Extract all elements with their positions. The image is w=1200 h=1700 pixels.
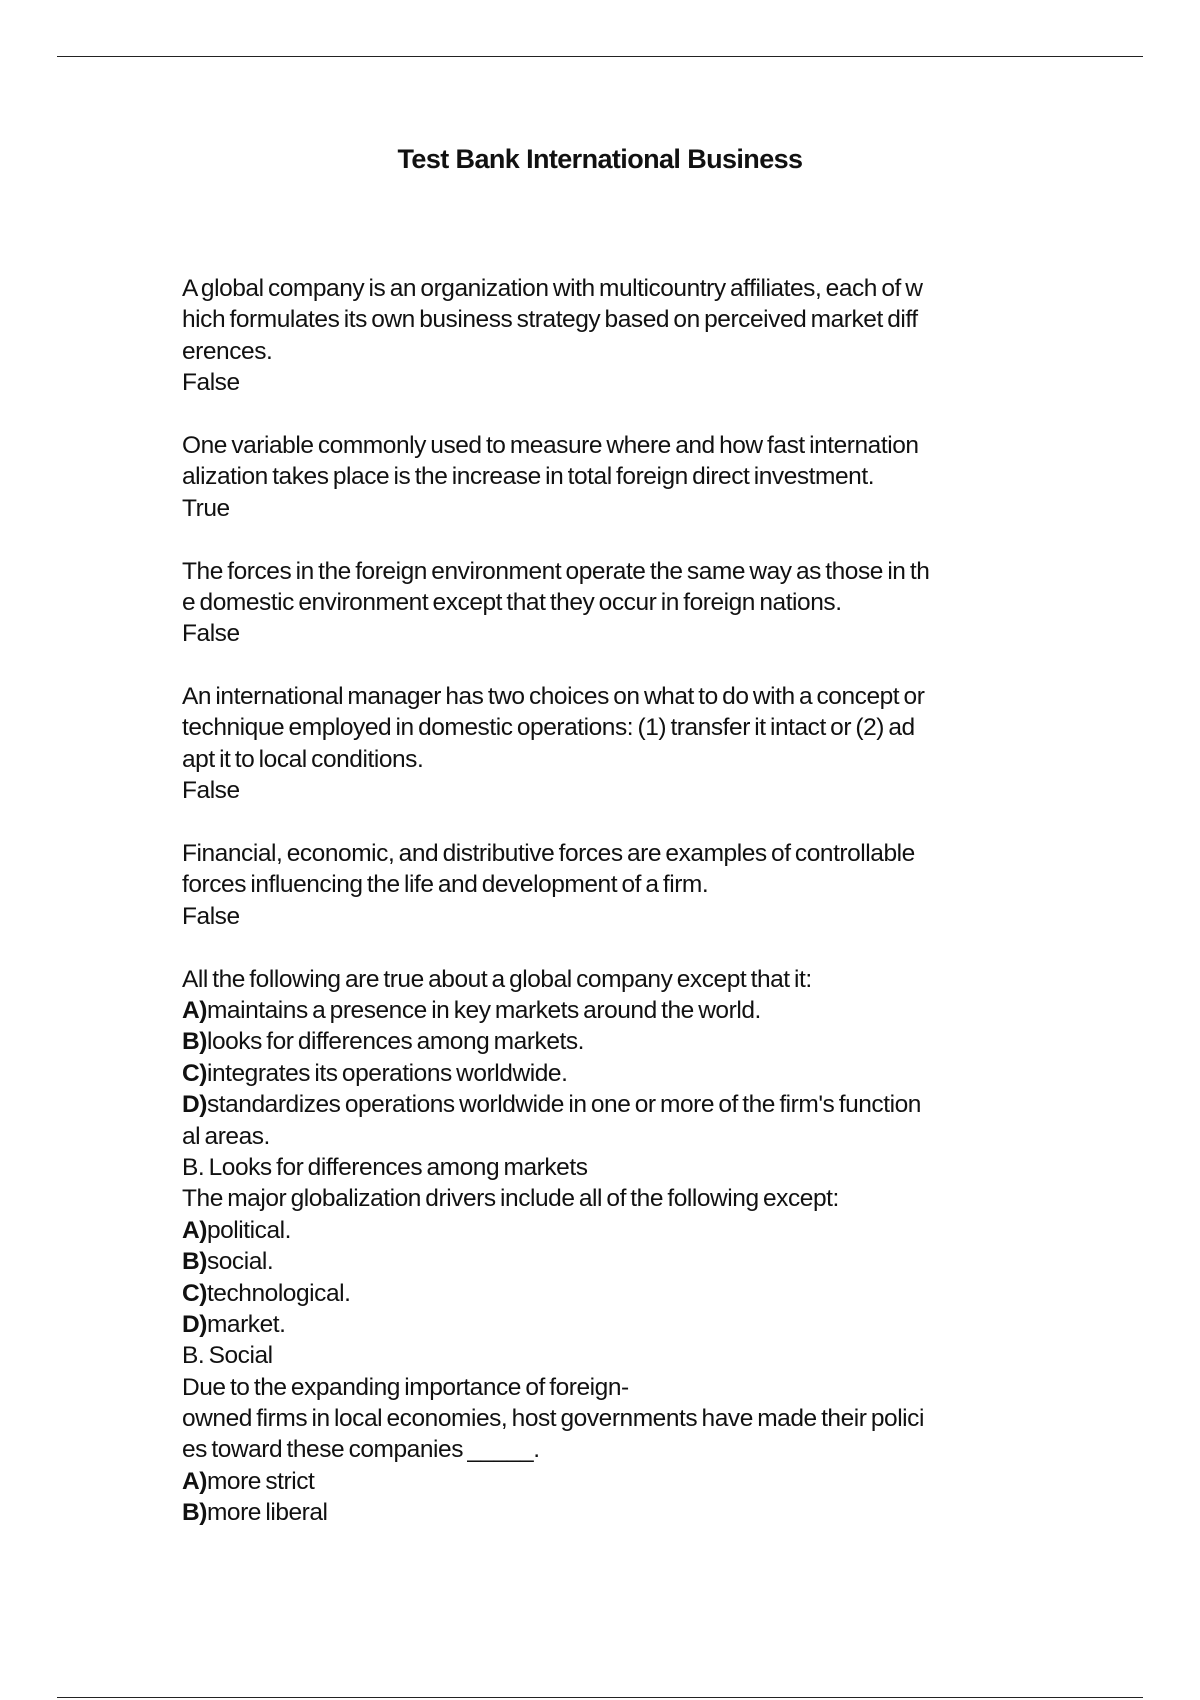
answer-text: True xyxy=(182,494,230,522)
question-text-line: The forces in the foreign environment operate the same way as those in th xyxy=(182,557,930,585)
question-text-line: All the following are true about a global company except that it: xyxy=(182,965,812,993)
true-false-question xyxy=(182,838,1022,932)
option-text: looks for differences among markets. xyxy=(206,1028,585,1056)
option-text: more strict xyxy=(206,1467,315,1495)
option-letter: C) xyxy=(182,1059,207,1087)
multiple-choice-question xyxy=(182,964,1022,1184)
true-false-question xyxy=(182,681,1022,807)
bottom-rule xyxy=(57,1697,1143,1698)
option-text: market. xyxy=(206,1310,286,1338)
option-letter: D) xyxy=(182,1091,207,1119)
multiple-choice-question xyxy=(182,1183,1022,1371)
spacer xyxy=(182,399,1022,430)
option-line xyxy=(182,1278,1022,1309)
question-text-line: One variable commonly used to measure where and how fast internation xyxy=(182,431,919,459)
question-text-line: technique employed in domestic operations: (1) transfer it intact or (2) ad xyxy=(182,714,915,742)
question-text-line: e domestic environment except that they occur in foreign nations. xyxy=(182,588,842,616)
top-rule xyxy=(57,56,1143,57)
question-text-line: owned firms in local economies, host governments have made their polici xyxy=(182,1405,924,1433)
question-text-line: A global company is an organization with multicountry affiliates, each of w xyxy=(182,275,923,302)
option-text: al areas. xyxy=(182,1122,270,1150)
option-line xyxy=(182,1121,1022,1152)
spacer xyxy=(182,932,1022,963)
answer-text: False xyxy=(182,777,240,805)
question-list xyxy=(182,273,1022,1529)
option-line xyxy=(182,1309,1022,1340)
question-text-line: apt it to local conditions. xyxy=(182,745,424,773)
question-text-line: Financial, economic, and distributive forces are examples of controllable xyxy=(182,840,915,868)
option-text: social. xyxy=(206,1248,274,1276)
option-text: more liberal xyxy=(206,1499,328,1527)
true-false-question xyxy=(182,556,1022,650)
true-false-question xyxy=(182,273,1022,399)
option-letter: B) xyxy=(182,1499,207,1527)
option-text: standardizes operations worldwide in one or more of the firm's function xyxy=(206,1091,921,1119)
option-letter: B) xyxy=(182,1248,207,1276)
question-text-line: alization takes place is the increase in total foreign direct investment. xyxy=(182,463,875,491)
option-letter: A) xyxy=(182,1467,207,1495)
question-text-line: erences. xyxy=(182,337,273,365)
option-letter: A) xyxy=(182,996,207,1024)
true-false-question xyxy=(182,430,1022,524)
question-text-line: The major globalization drivers include all of the following except: xyxy=(182,1185,839,1213)
option-letter: A) xyxy=(182,1216,207,1244)
spacer xyxy=(182,524,1022,555)
answer-text: False xyxy=(182,369,240,397)
option-text: integrates its operations worldwide. xyxy=(206,1059,568,1087)
option-line xyxy=(182,1215,1022,1246)
option-text: political. xyxy=(206,1216,291,1244)
multiple-choice-question xyxy=(182,1372,1022,1529)
option-line xyxy=(182,1246,1022,1277)
option-letter: D) xyxy=(182,1310,207,1338)
option-text: maintains a presence in key markets around the world. xyxy=(206,996,761,1024)
option-line xyxy=(182,995,1022,1026)
question-text-line: forces influencing the life and development of a firm. xyxy=(182,871,709,899)
document-title: Test Bank International Business xyxy=(397,144,803,174)
option-line xyxy=(182,1497,1022,1528)
question-text-line: es toward these companies _____. xyxy=(182,1436,540,1464)
question-text-line: hich formulates its own business strategy based on perceived market diff xyxy=(182,306,918,334)
spacer xyxy=(182,807,1022,838)
answer-text: False xyxy=(182,902,240,930)
option-text: technological. xyxy=(206,1279,351,1307)
answer-text: B. Social xyxy=(182,1342,273,1370)
answer-text: False xyxy=(182,620,240,648)
question-text-line: An international manager has two choices on what to do with a concept or xyxy=(182,683,925,711)
option-letter: C) xyxy=(182,1279,207,1307)
option-line xyxy=(182,1466,1022,1497)
answer-text: B. Looks for differences among markets xyxy=(182,1153,588,1181)
option-line xyxy=(182,1089,1022,1120)
question-text-line: Due to the expanding importance of foreign- xyxy=(182,1373,629,1401)
spacer xyxy=(182,650,1022,681)
option-line xyxy=(182,1058,1022,1089)
option-letter: B) xyxy=(182,1028,207,1056)
option-line xyxy=(182,1026,1022,1057)
